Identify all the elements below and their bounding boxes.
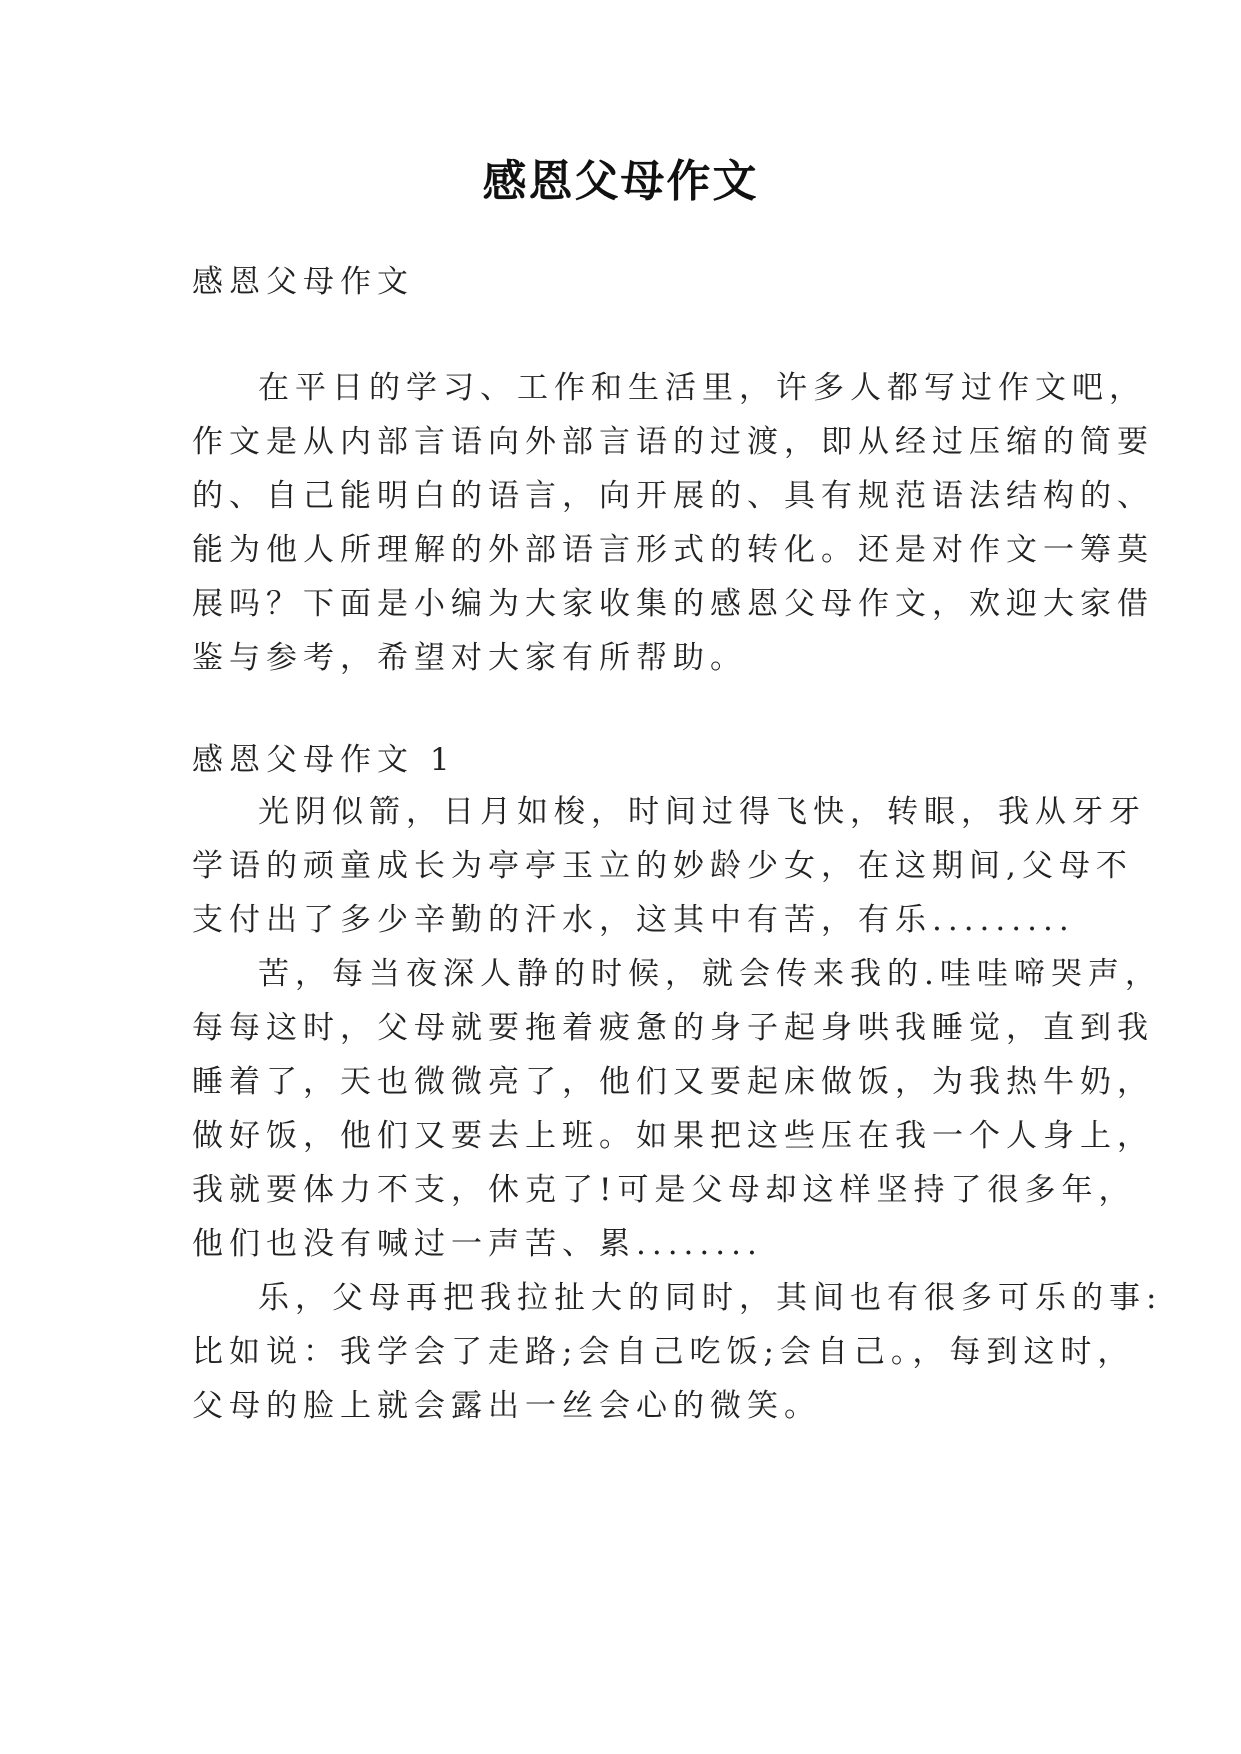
- text-line: 作文是从内部言语向外部言语的过渡，即从经过压缩的简要: [192, 424, 1154, 460]
- text-line: 父母的脸上就会露出一丝会心的微笑。: [192, 1388, 821, 1424]
- text-line: 展吗？下面是小编为大家收集的感恩父母作文，欢迎大家借: [192, 586, 1154, 622]
- text-line: 在平日的学习、工作和生活里，许多人都写过作文吧，: [258, 370, 1146, 406]
- text-line: 每每这时，父母就要拖着疲惫的身子起身哄我睡觉，直到我: [192, 1010, 1154, 1046]
- text-line: 光阴似箭，日月如梭，时间过得飞快，转眼，我从牙牙: [258, 794, 1146, 830]
- document-title: 感恩父母作文: [482, 156, 759, 207]
- text-line: 乐，父母再把我拉扯大的同时，其间也有很多可乐的事:: [258, 1280, 1163, 1316]
- text-line: 鉴与参考，希望对大家有所帮助。: [192, 640, 747, 676]
- text-line: 学语的顽童成长为亭亭玉立的妙龄少女，在这期间,父母不: [192, 848, 1133, 884]
- text-line: 睡着了，天也微微亮了，他们又要起床做饭，为我热牛奶，: [192, 1064, 1154, 1100]
- text-line: 支付出了多少辛勤的汗水，这其中有苦，有乐.........: [192, 902, 1075, 938]
- text-line: 苦，每当夜深人静的时候，就会传来我的.哇哇啼哭声，: [258, 956, 1162, 992]
- subtitle: 感恩父母作文: [192, 264, 414, 300]
- text-line: 的、自己能明白的语言，向开展的、具有规范语法结构的、: [192, 478, 1154, 514]
- text-line: 做好饭，他们又要去上班。如果把这些压在我一个人身上，: [192, 1118, 1154, 1154]
- text-line: 我就要体力不支，休克了!可是父母却这样坚持了很多年，: [192, 1172, 1136, 1208]
- section-heading: 感恩父母作文 1: [192, 742, 456, 778]
- text-line: 能为他人所理解的外部语言形式的转化。还是对作文一筹莫: [192, 532, 1154, 568]
- text-line: 他们也没有喊过一声苦、累........: [192, 1226, 763, 1262]
- text-line: 比如说：我学会了走路;会自己吃饭;会自己。，每到这时，: [192, 1334, 1135, 1370]
